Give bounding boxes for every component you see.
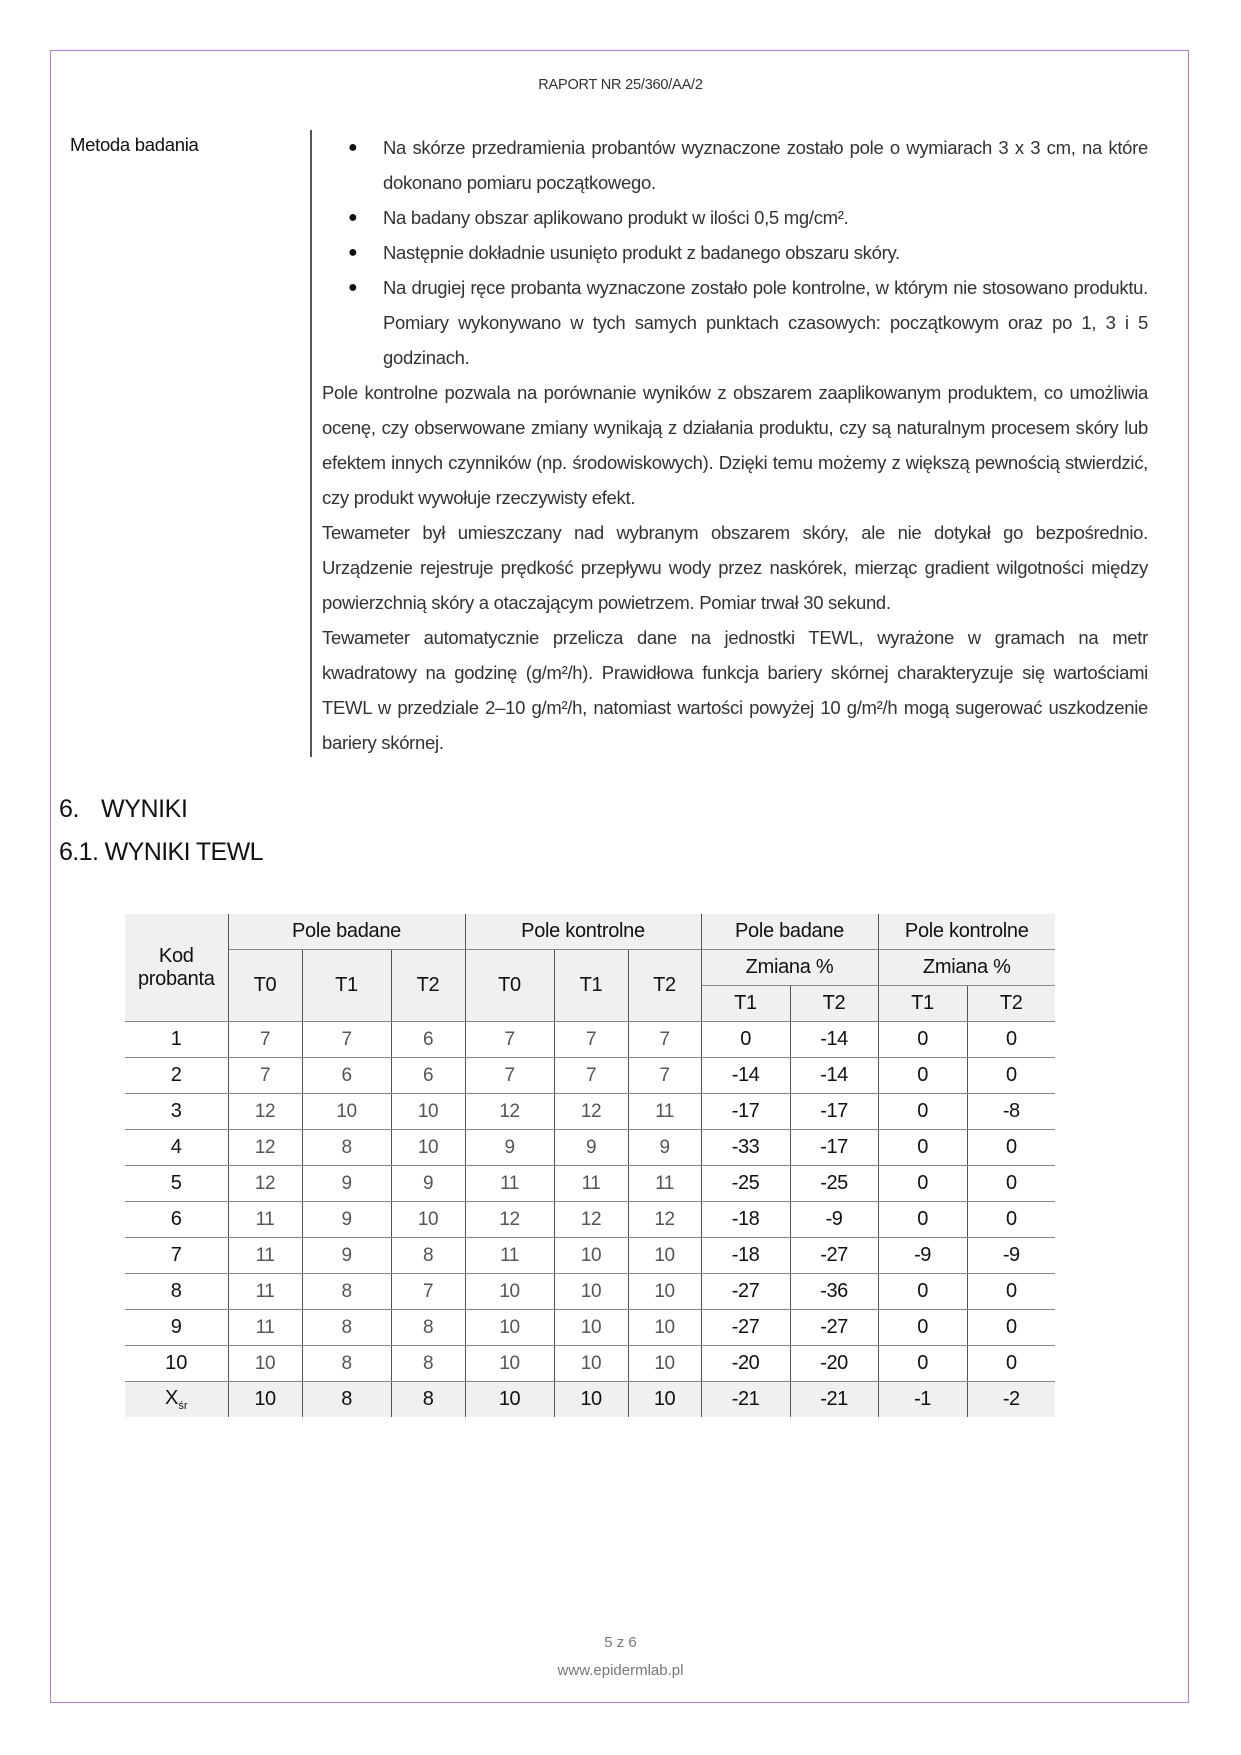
value-cell: 10	[554, 1346, 628, 1382]
value-cell: 6	[302, 1058, 391, 1094]
value-cell: 0	[967, 1058, 1055, 1094]
value-cell: 11	[554, 1166, 628, 1202]
method-bullet-list	[322, 130, 1148, 375]
mean-value-cell: -21	[701, 1382, 790, 1418]
value-cell: -27	[701, 1310, 790, 1346]
value-cell: 10	[465, 1346, 554, 1382]
value-cell: 12	[465, 1202, 554, 1238]
value-cell: 0	[878, 1022, 967, 1058]
header-zmiana: Zmiana %	[878, 950, 1055, 986]
method-paragraph: Tewameter automatycznie przelicza dane na jednostki TEWL, wyrażone w gramach na metr kwadratowy na godzinę (g/m²/h). Prawidłowa funkcja bariery skórnej charakteryzuje się wartościami TEWL w przedziale 2–10 g/m²/h, natomiast wartości powyżej 10 g/m²/h mogą sugerować uszkodzenie bariery skórnej.	[322, 627, 1148, 753]
subsection-heading: 6.1. WYNIKI TEWL	[59, 838, 263, 866]
probant-id-cell: 5	[125, 1166, 228, 1202]
probant-id-cell: 7	[125, 1238, 228, 1274]
value-cell: 7	[302, 1022, 391, 1058]
method-description	[322, 130, 1148, 760]
header-kod-probanta: Kod probanta	[125, 914, 228, 1022]
value-cell: -17	[790, 1130, 878, 1166]
bullet-icon: ●	[348, 279, 358, 296]
value-cell: 12	[554, 1094, 628, 1130]
value-cell: 7	[391, 1274, 465, 1310]
table-row	[125, 1130, 1055, 1166]
value-cell: 7	[228, 1022, 302, 1058]
mean-value-cell: 10	[228, 1382, 302, 1418]
value-cell: -27	[790, 1310, 878, 1346]
value-cell: -18	[701, 1202, 790, 1238]
mean-value-cell: 10	[628, 1382, 701, 1418]
value-cell: 11	[228, 1202, 302, 1238]
value-cell: 8	[391, 1238, 465, 1274]
value-cell: -25	[790, 1166, 878, 1202]
method-bullet: ● Następnie dokładnie usunięto produkt z badanego obszaru skóry.	[322, 235, 1148, 270]
value-cell: 12	[554, 1202, 628, 1238]
value-cell: 10	[628, 1346, 701, 1382]
table-row	[125, 1202, 1055, 1238]
method-bullet: ● Na skórze przedramienia probantów wyznaczone zostało pole o wymiarach 3 x 3 cm, na które dokonano pomiaru początkowego.	[322, 130, 1148, 200]
value-cell: 12	[228, 1166, 302, 1202]
value-cell: 0	[967, 1310, 1055, 1346]
header-pole-kontrolne: Pole kontrolne	[465, 914, 701, 950]
value-cell: 6	[391, 1058, 465, 1094]
table-row	[125, 1346, 1055, 1382]
method-paragraph: Tewameter był umieszczany nad wybranym obszarem skóry, ale nie dotykał go bezpośrednio. Urządzenie rejestruje prędkość przepływu wody przez naskórek, mierząc gradient wilgotności między powierzchnią skóry a otaczającym powietrzem. Pomiar trwał 30 sekund.	[322, 522, 1148, 613]
value-cell: 6	[391, 1022, 465, 1058]
value-cell: -36	[790, 1274, 878, 1310]
method-bullet: ● Na drugiej ręce probanta wyznaczone zostało pole kontrolne, w którym nie stosowano produktu. Pomiary wykonywano w tych samych punktach czasowych: początkowym oraz po 1, 3 i 5 godzinach.	[322, 270, 1148, 375]
value-cell: -25	[701, 1166, 790, 1202]
value-cell: 10	[465, 1310, 554, 1346]
table-body	[125, 1022, 1055, 1418]
value-cell: 11	[465, 1166, 554, 1202]
value-cell: 0	[967, 1022, 1055, 1058]
value-cell: 10	[302, 1094, 391, 1130]
mean-value-cell: -1	[878, 1382, 967, 1418]
value-cell: 12	[628, 1202, 701, 1238]
value-cell: -17	[790, 1094, 878, 1130]
value-cell: 10	[628, 1274, 701, 1310]
value-cell: 7	[554, 1022, 628, 1058]
value-cell: 0	[878, 1202, 967, 1238]
header-t1: T1	[554, 950, 628, 1022]
value-cell: 11	[228, 1310, 302, 1346]
value-cell: 0	[878, 1130, 967, 1166]
value-cell: 9	[391, 1166, 465, 1202]
header-pole-badane-pct: Pole badane	[701, 914, 878, 950]
value-cell: 9	[302, 1202, 391, 1238]
mean-value-cell: 8	[391, 1382, 465, 1418]
mean-row	[125, 1382, 1055, 1418]
value-cell: 8	[302, 1130, 391, 1166]
bullet-icon: ●	[348, 244, 358, 261]
section-heading: 6. WYNIKI	[59, 795, 188, 823]
value-cell: 0	[878, 1310, 967, 1346]
probant-id-cell: 1	[125, 1022, 228, 1058]
mean-value-cell: -21	[790, 1382, 878, 1418]
value-cell: 0	[878, 1274, 967, 1310]
value-cell: 9	[554, 1130, 628, 1166]
value-cell: 11	[628, 1094, 701, 1130]
value-cell: 9	[302, 1166, 391, 1202]
value-cell: -18	[701, 1238, 790, 1274]
footer-url[interactable]: www.epidermlab.pl	[557, 1662, 684, 1679]
value-cell: 10	[391, 1130, 465, 1166]
value-cell: 7	[465, 1058, 554, 1094]
probant-id-cell: 3	[125, 1094, 228, 1130]
value-cell: -20	[701, 1346, 790, 1382]
value-cell: 10	[554, 1274, 628, 1310]
value-cell: 10	[554, 1310, 628, 1346]
value-cell: 0	[878, 1346, 967, 1382]
value-cell: -9	[967, 1238, 1055, 1274]
value-cell: -33	[701, 1130, 790, 1166]
value-cell: 7	[465, 1022, 554, 1058]
bullet-icon: ●	[348, 209, 358, 226]
value-cell: -27	[701, 1274, 790, 1310]
value-cell: 0	[967, 1130, 1055, 1166]
value-cell: 0	[967, 1166, 1055, 1202]
value-cell: 9	[628, 1130, 701, 1166]
mean-value-cell: 10	[554, 1382, 628, 1418]
value-cell: -14	[790, 1022, 878, 1058]
value-cell: 10	[465, 1274, 554, 1310]
value-cell: -14	[790, 1058, 878, 1094]
value-cell: 0	[967, 1202, 1055, 1238]
probant-id-cell: 2	[125, 1058, 228, 1094]
header-t0: T0	[465, 950, 554, 1022]
header-t0: T0	[228, 950, 302, 1022]
table-row	[125, 1166, 1055, 1202]
header-t2: T2	[628, 950, 701, 1022]
mean-value-cell: -2	[967, 1382, 1055, 1418]
value-cell: 8	[391, 1310, 465, 1346]
table-row	[125, 1094, 1055, 1130]
header-t2: T2	[391, 950, 465, 1022]
table-row	[125, 1310, 1055, 1346]
value-cell: 11	[228, 1238, 302, 1274]
probant-id-cell: 4	[125, 1130, 228, 1166]
probant-id-cell: 9	[125, 1310, 228, 1346]
header-t2: T2	[967, 986, 1055, 1022]
mean-value-cell: 10	[465, 1382, 554, 1418]
mean-label-cell: $X_{śr}$	[125, 1382, 228, 1418]
table-row	[125, 1058, 1055, 1094]
probant-id-cell: 10	[125, 1346, 228, 1382]
value-cell: 9	[302, 1238, 391, 1274]
value-cell: 0	[878, 1166, 967, 1202]
value-cell: -17	[701, 1094, 790, 1130]
value-cell: 8	[302, 1274, 391, 1310]
value-cell: 8	[391, 1346, 465, 1382]
method-label: Metoda badania	[70, 134, 199, 155]
value-cell: 7	[628, 1058, 701, 1094]
value-cell: 0	[878, 1058, 967, 1094]
probant-id-cell: 8	[125, 1274, 228, 1310]
value-cell: 10	[391, 1094, 465, 1130]
value-cell: -8	[967, 1094, 1055, 1130]
value-cell: 9	[465, 1130, 554, 1166]
value-cell: 7	[228, 1058, 302, 1094]
header-t1: T1	[701, 986, 790, 1022]
header-pole-badane: Pole badane	[228, 914, 465, 950]
value-cell: 0	[878, 1094, 967, 1130]
header-t2: T2	[790, 986, 878, 1022]
header-zmiana: Zmiana %	[701, 950, 878, 986]
value-cell: -27	[790, 1238, 878, 1274]
bullet-icon: ●	[348, 139, 358, 156]
table-row	[125, 1022, 1055, 1058]
header-pole-kontrolne-pct: Pole kontrolne	[878, 914, 1055, 950]
table-row	[125, 1274, 1055, 1310]
tewl-results-table	[125, 914, 1055, 1417]
page-number: 5 z 6	[604, 1634, 637, 1651]
method-paragraph: Pole kontrolne pozwala na porównanie wyników z obszarem zaaplikowanym produktem, co umożliwia ocenę, czy obserwowane zmiany wynikają z działania produktu, czy są naturalnym procesem skóry lub efektem innych czynników (np. środowiskowych). Dzięki temu możemy z większą pewnością stwierdzić, czy produkt wywołuje rzeczywisty efekt.	[322, 382, 1148, 508]
value-cell: 8	[302, 1346, 391, 1382]
value-cell: 11	[465, 1238, 554, 1274]
mean-value-cell: 8	[302, 1382, 391, 1418]
value-cell: 11	[628, 1166, 701, 1202]
report-header: RAPORT NR 25/360/AA/2	[538, 77, 703, 93]
value-cell: 0	[967, 1274, 1055, 1310]
value-cell: 10	[228, 1346, 302, 1382]
table-row	[125, 1238, 1055, 1274]
value-cell: 11	[228, 1274, 302, 1310]
value-cell: 0	[701, 1022, 790, 1058]
value-cell: -9	[878, 1238, 967, 1274]
value-cell: 12	[228, 1094, 302, 1130]
column-separator	[310, 130, 312, 757]
probant-id-cell: 6	[125, 1202, 228, 1238]
value-cell: 10	[628, 1310, 701, 1346]
value-cell: 7	[554, 1058, 628, 1094]
value-cell: -14	[701, 1058, 790, 1094]
value-cell: 8	[302, 1310, 391, 1346]
value-cell: 0	[967, 1346, 1055, 1382]
value-cell: -9	[790, 1202, 878, 1238]
value-cell: 12	[228, 1130, 302, 1166]
header-t1: T1	[878, 986, 967, 1022]
header-t1: T1	[302, 950, 391, 1022]
value-cell: 7	[628, 1022, 701, 1058]
value-cell: 10	[554, 1238, 628, 1274]
value-cell: 12	[465, 1094, 554, 1130]
value-cell: 10	[391, 1202, 465, 1238]
value-cell: 10	[628, 1238, 701, 1274]
value-cell: -20	[790, 1346, 878, 1382]
method-bullet: ● Na badany obszar aplikowano produkt w ilości 0,5 mg/cm².	[322, 200, 1148, 235]
